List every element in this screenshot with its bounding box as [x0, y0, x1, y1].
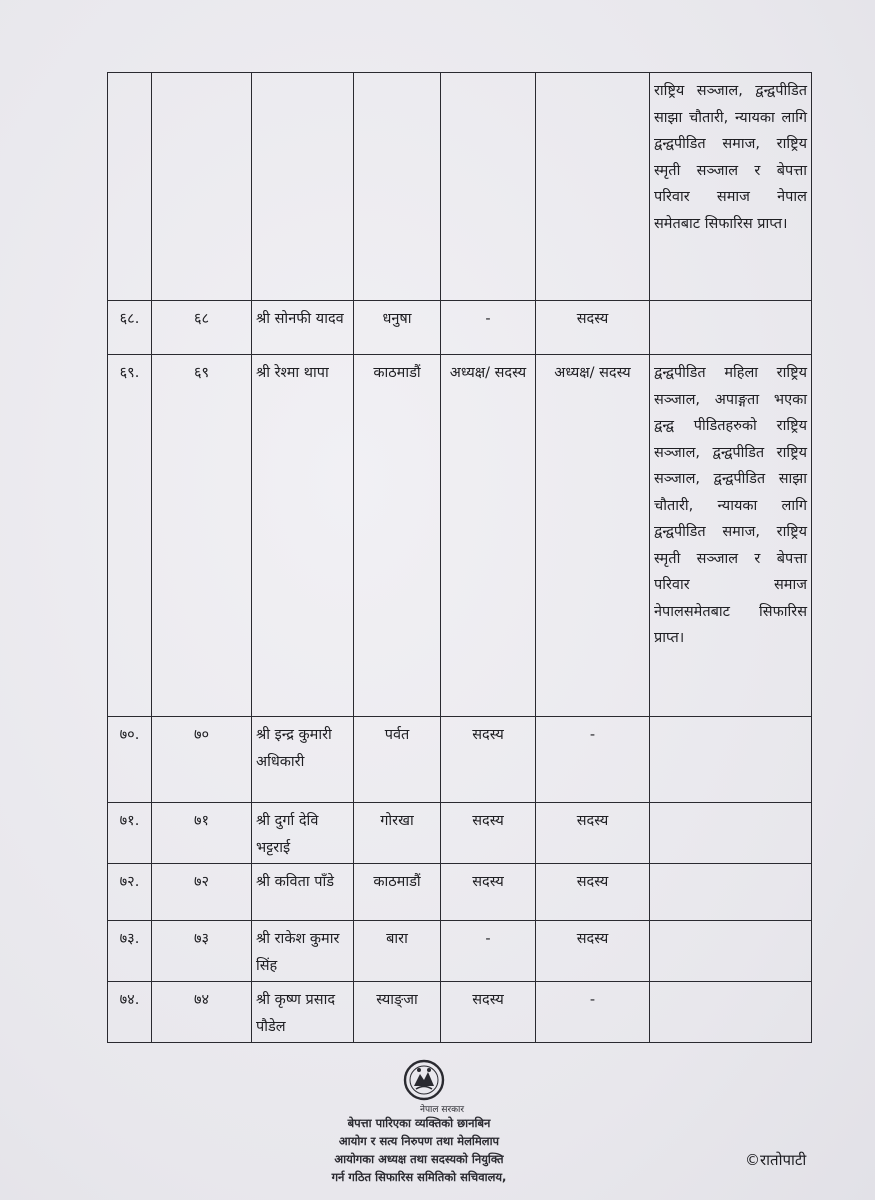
serial-cell — [108, 73, 152, 301]
remarks-cell — [650, 803, 812, 864]
position-cell: - — [441, 301, 536, 355]
table-row — [108, 73, 812, 301]
remarks-cell — [650, 717, 812, 803]
code-cell: ७३ — [152, 921, 252, 982]
remarks-cell — [650, 982, 812, 1043]
name-cell: श्री कृष्ण प्रसाद पौडेल — [252, 982, 354, 1043]
name-cell: श्री कविता पाँडे — [252, 864, 354, 921]
position-cell: अध्यक्ष/ सदस्य — [441, 355, 536, 717]
code-cell: ७२ — [152, 864, 252, 921]
table-row — [108, 921, 812, 982]
name-cell: श्री राकेश कुमार सिंह — [252, 921, 354, 982]
position-cell: सदस्य — [441, 803, 536, 864]
serial-cell: ७४. — [108, 982, 152, 1043]
code-cell: ७० — [152, 717, 252, 803]
name-cell: श्री इन्द्र कुमारी अधिकारी — [252, 717, 354, 803]
code-cell: ६९ — [152, 355, 252, 717]
code-cell: ६८ — [152, 301, 252, 355]
remarks-cell — [650, 864, 812, 921]
official-stamp — [290, 1114, 548, 1186]
nominees-table — [107, 72, 812, 1043]
position-cell: अध्यक्ष/ सदस्य — [536, 355, 650, 717]
remarks-cell — [650, 301, 812, 355]
position-cell: सदस्य — [441, 982, 536, 1043]
district-cell: पर्वत — [354, 717, 441, 803]
position-cell: सदस्य — [536, 864, 650, 921]
stamp-office-name: नेपाल सरकार — [419, 1105, 465, 1115]
government-emblem-icon — [402, 1058, 446, 1102]
remarks-cell: द्वन्द्वपीडित महिला राष्ट्रिय सञ्जाल, अपाङ्गता भएका द्वन्द्व पीडितहरुको राष्ट्रिय सञ्जाल, द्वन्द्वपीडित राष्ट्रिय सञ्जाल, द्वन्द्वपीडित साझा चौतारी, न्यायका लागि द्वन्द्वपीडित समाज, राष्ट्रिय स्मृती सञ्जाल र बेपत्ता परिवार समाज नेपालसमेतबाट सिफारिस प्राप्त। — [650, 355, 812, 717]
serial-cell: ७१. — [108, 803, 152, 864]
district-cell: स्याङ्जा — [354, 982, 441, 1043]
code-cell — [152, 73, 252, 301]
position-cell: सदस्य — [536, 803, 650, 864]
position-cell: सदस्य — [536, 301, 650, 355]
position-cell: - — [536, 717, 650, 803]
table-row — [108, 717, 812, 803]
table-row — [108, 864, 812, 921]
serial-cell: ७२. — [108, 864, 152, 921]
remarks-cell — [650, 921, 812, 982]
table-row — [108, 301, 812, 355]
position-cell: सदस्य — [441, 717, 536, 803]
district-cell: काठमाडौं — [354, 864, 441, 921]
position-cell — [536, 73, 650, 301]
serial-cell: ७०. — [108, 717, 152, 803]
district-cell: काठमाडौं — [354, 355, 441, 717]
district-cell: बारा — [354, 921, 441, 982]
name-cell: श्री रेश्मा थापा — [252, 355, 354, 717]
code-cell: ७४ — [152, 982, 252, 1043]
name-cell: श्री सोनफी यादव — [252, 301, 354, 355]
position-cell: सदस्य — [441, 864, 536, 921]
position-cell: सदस्य — [536, 921, 650, 982]
remarks-cell: राष्ट्रिय सञ्जाल, द्वन्द्वपीडित साझा चौतारी, न्यायका लागि द्वन्द्वपीडित समाज, राष्ट्रिय स्मृती सञ्जाल र बेपत्ता परिवार समाज नेपाल समेतबाट सिफारिस प्राप्त। — [650, 73, 812, 301]
name-cell: श्री दुर्गा देवि भट्टराई — [252, 803, 354, 864]
copyright-watermark: ©रातोपाटी — [745, 1151, 807, 1169]
serial-cell: ६८. — [108, 301, 152, 355]
position-cell — [441, 73, 536, 301]
name-cell — [252, 73, 354, 301]
district-cell — [354, 73, 441, 301]
stamp-line: गर्न गठित सिफारिस समितिको सचिवालय, — [331, 1170, 507, 1184]
serial-cell: ७३. — [108, 921, 152, 982]
district-cell: गोरखा — [354, 803, 441, 864]
table-row — [108, 803, 812, 864]
district-cell: धनुषा — [354, 301, 441, 355]
serial-cell: ६९. — [108, 355, 152, 717]
table-row — [108, 355, 812, 717]
position-cell: - — [441, 921, 536, 982]
stamp-line: आयोगका अध्यक्ष तथा सदस्यको नियुक्ति — [334, 1152, 504, 1166]
table-row — [108, 982, 812, 1043]
stamp-line: आयोग र सत्य निरुपण तथा मेलमिलाप — [338, 1134, 500, 1148]
stamp-line: बेपत्ता पारिएका व्यक्तिको छानबिन — [347, 1116, 491, 1130]
position-cell: - — [536, 982, 650, 1043]
code-cell: ७१ — [152, 803, 252, 864]
